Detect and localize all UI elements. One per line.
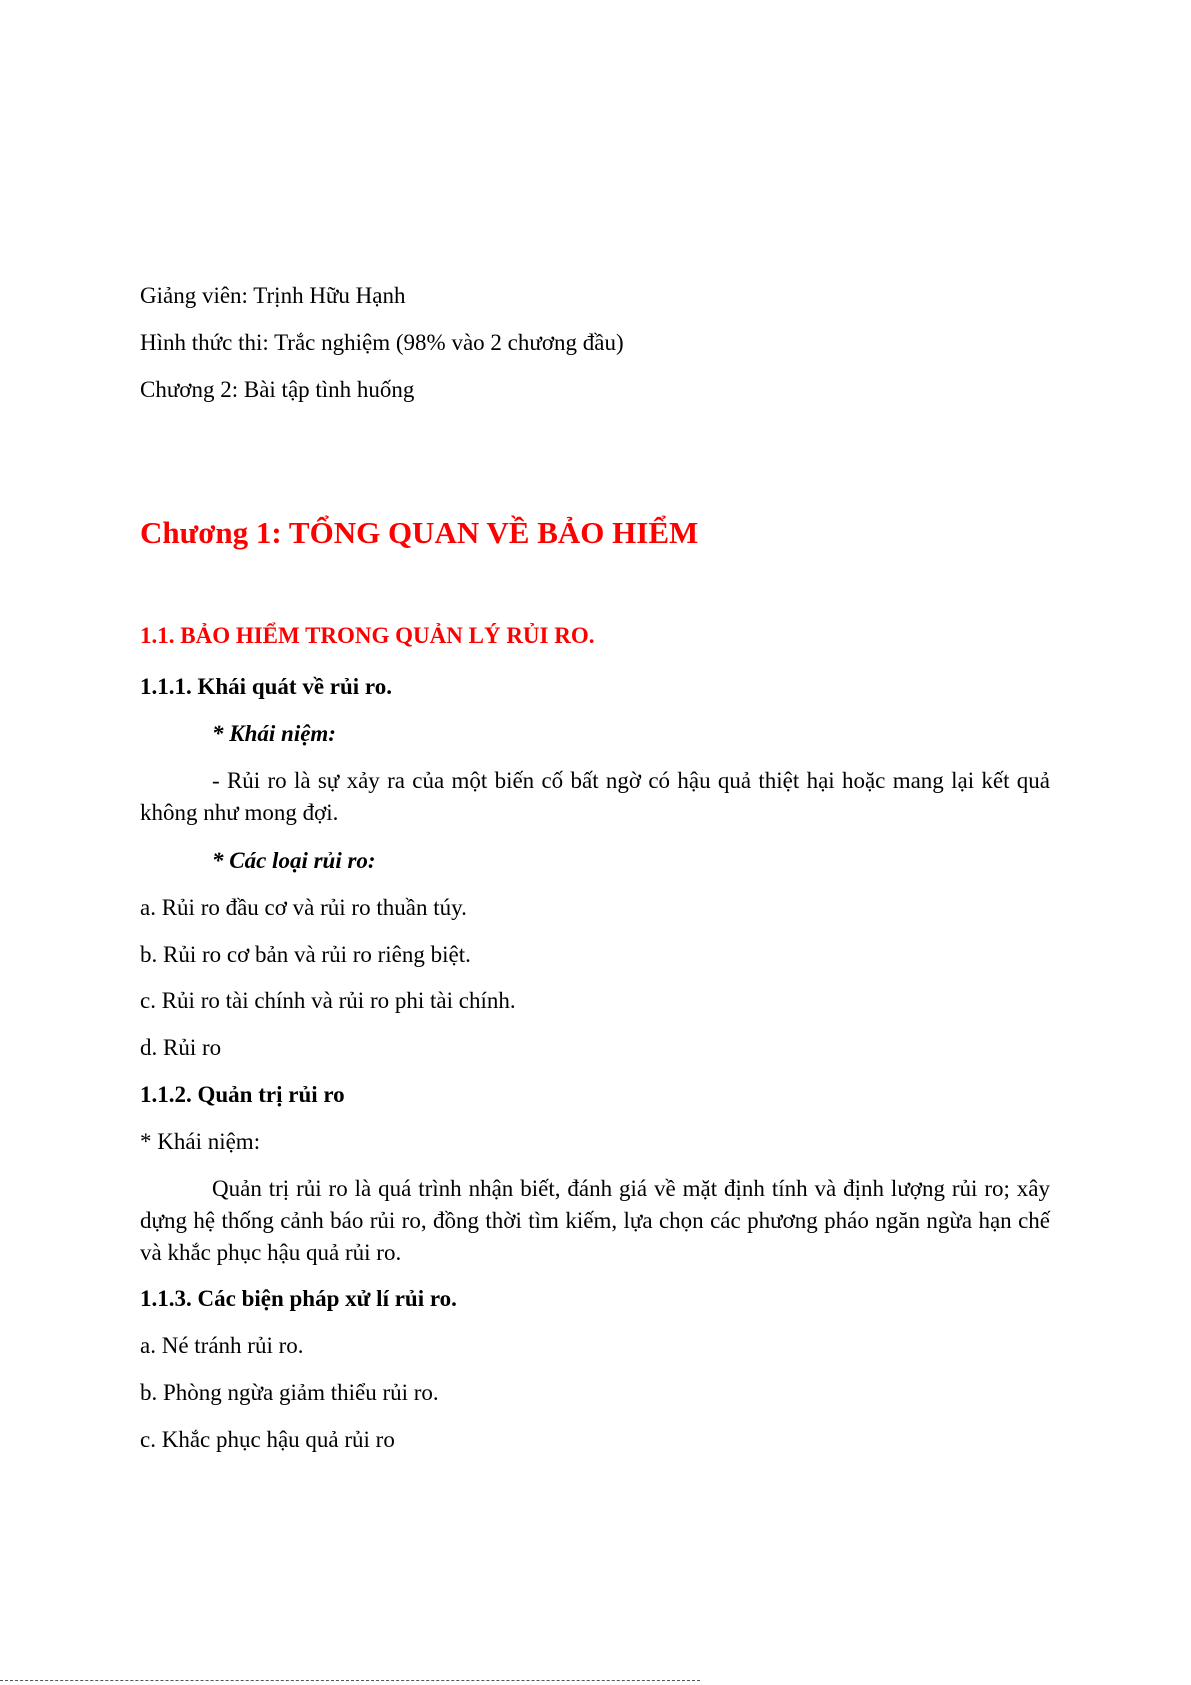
exam-format-line: Hình thức thi: Trắc nghiệm (98% vào 2 chương đầu)	[140, 330, 624, 355]
chapter2-note-line: Chương 2: Bài tập tình huống	[140, 377, 415, 402]
risk-type-item: c. Rủi ro tài chính và rủi ro phi tài chính.	[140, 988, 516, 1013]
subsection-title-1-1-2: 1.1.2. Quản trị rủi ro	[140, 1082, 345, 1107]
measure-item: c. Khắc phục hậu quả rủi ro	[140, 1427, 395, 1452]
section-title-1-1: 1.1. BẢO HIỂM TRONG QUẢN LÝ RỦI RO.	[140, 623, 595, 648]
page-bottom-divider	[0, 1680, 700, 1681]
measure-item: b. Phòng ngừa giảm thiểu rủi ro.	[140, 1380, 439, 1405]
risk-type-item: b. Rủi ro cơ bản và rủi ro riêng biệt.	[140, 942, 471, 967]
risk-management-paragraph: Quản trị rủi ro là quá trình nhận biết, đánh giá về mặt định tính và định lượng rủi ro; xây dựng hệ thống cảnh báo rủi ro, đồng thời tìm kiếm, lựa chọn các phương pháo ngăn ngừa hạn chế và khắc phục hậu quả rủi ro.	[140, 1176, 1050, 1265]
risk-types-label: * Các loại rủi ro:	[212, 848, 376, 873]
measure-item: a. Né tránh rủi ro.	[140, 1333, 304, 1358]
concept-label: * Khái niệm:	[212, 721, 336, 746]
risk-type-item: a. Rủi ro đầu cơ và rủi ro thuần túy.	[140, 895, 467, 920]
lecturer-line: Giảng viên: Trịnh Hữu Hạnh	[140, 283, 406, 308]
risk-type-item: d. Rủi ro	[140, 1035, 222, 1060]
concept-label-plain: * Khái niệm:	[140, 1129, 261, 1154]
concept-paragraph: - Rủi ro là sự xảy ra của một biến cố bất ngờ có hậu quả thiệt hại hoặc mang lại kết quả không như mong đợi.	[140, 768, 1050, 825]
chapter-title: Chương 1: TỔNG QUAN VỀ BẢO HIỂM	[140, 515, 699, 550]
subsection-title-1-1-3: 1.1.3. Các biện pháp xử lí rủi ro.	[140, 1286, 457, 1311]
subsection-title-1-1-1: 1.1.1. Khái quát về rủi ro.	[140, 674, 392, 699]
